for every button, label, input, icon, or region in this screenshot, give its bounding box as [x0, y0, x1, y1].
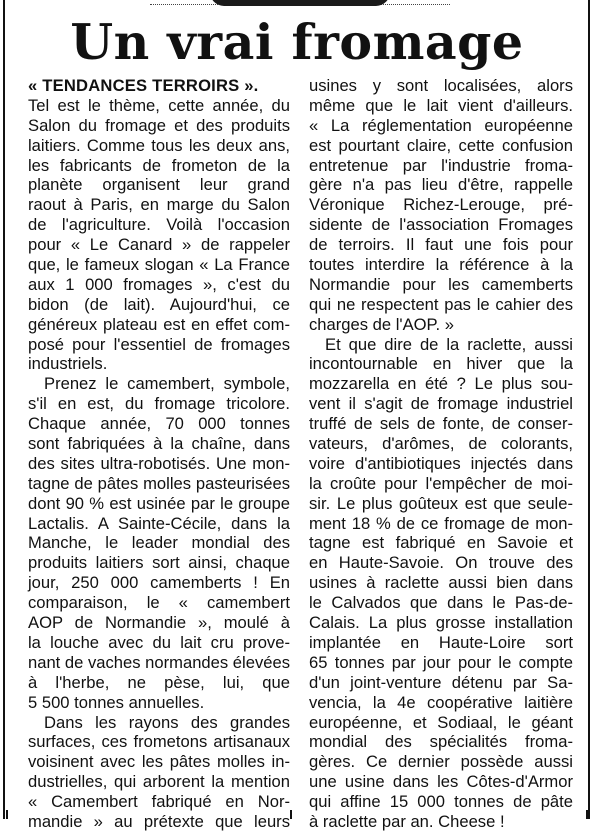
article-text-line: Prenez le camembert, symbole, — [44, 374, 290, 394]
bottom-edge-marks — [0, 810, 594, 819]
article-text-line: Tel est le thème, cette année, du — [28, 95, 290, 115]
article-text-line: 65 tonnes par jour pour le compte — [309, 652, 573, 672]
article-text-line: comparaison, le « camembert — [28, 593, 290, 613]
article-text-line: le Calvados que dans le Pas-de- — [309, 593, 573, 613]
bottom-tick-middle — [290, 810, 292, 819]
article-text-line: mozzarella en été ? Le plus sou- — [309, 374, 573, 394]
article-text-line: dustrielles, qui arborent la mention — [28, 772, 290, 792]
article-text-line: planète organisent leur grand — [28, 175, 290, 195]
article-text-line: aux 1 000 fromages », c'est du — [28, 274, 290, 294]
article-text-line: sir. Le plus goûteux est que seule- — [309, 493, 573, 513]
article-text-line: des sites ultra-robotisés. Une mon- — [28, 453, 290, 473]
article-text-line: vent il s'agit de fromage industriel — [309, 394, 573, 414]
article-text-line: nant de vaches normandes élevées — [28, 652, 290, 672]
right-border-rule — [588, 0, 590, 819]
article-text-line: dont 90 % est usinée par le groupe — [28, 493, 290, 513]
left-text-column — [28, 76, 290, 832]
article-text-line: jour, 250 000 camemberts ! En — [28, 573, 290, 593]
masthead-fragment — [150, 0, 450, 10]
article-text-line: laitiers. Comme tous les deux ans, — [28, 135, 290, 155]
cropped-heading-ink — [210, 0, 390, 6]
article-text-line: Dans les rayons des grandes — [44, 712, 290, 732]
article-text-line: est pourtant claire, cette confusion — [309, 135, 573, 155]
article-text-line: la louche avec du lait cru prove- — [28, 632, 290, 652]
article-text-line: voire d'antibiotiques injectés dans — [309, 453, 573, 473]
article-text-line: Salon du fromage et des produits — [28, 115, 290, 135]
article-text-line: européenne, et Sodiaal, le géant — [309, 712, 573, 732]
article-text-line: généreux plateau est en effet com- — [28, 314, 290, 334]
article-text-line: surfaces, ces frometons artisanaux — [28, 732, 290, 752]
article-text-line: de l'agriculture. Voilà l'occasion — [28, 215, 290, 235]
article-text-line: à l'herbe, ne pèse, lui, que — [28, 672, 290, 692]
article-text-line: tagne de pâtes molles pasteurisées — [28, 473, 290, 493]
article-text-line: industriels. — [28, 354, 108, 374]
article-text-line: mondial des spécialités froma- — [309, 732, 573, 752]
article-text-line: vencia, la 4e coopérative laitière — [309, 692, 573, 712]
article-text-line: « La réglementation européenne — [309, 115, 573, 135]
article-text-line: Normandie pour les camemberts — [309, 274, 573, 294]
article-text-line: entretenue par l'industrie froma- — [309, 155, 573, 175]
article-text-line: raout à Paris, en marge du Salon — [28, 195, 290, 215]
article-text-line: la croûte pour l'empêcher de moi- — [309, 473, 573, 493]
article-text-line: Et que dire de la raclette, aussi — [325, 334, 573, 354]
article-headline: Un vrai fromage — [70, 13, 524, 71]
article-text-line: vateurs, d'arômes, de colorants, — [309, 434, 573, 454]
article-text-line: « Camembert fabriqué en Nor- — [28, 792, 290, 812]
article-text-line: AOP de Normandie », moulé à — [28, 613, 290, 633]
left-border-rule — [3, 0, 5, 819]
column-gutter — [297, 76, 298, 806]
article-text-line: usines à raclette aussi bien dans — [309, 573, 573, 593]
article-text-line: que, le fameux slogan « La France — [28, 255, 290, 275]
article-text-line: qui ne respectent pas le cahier des — [309, 294, 573, 314]
article-text-line: en Haute-Savoie. On trouve des — [309, 553, 573, 573]
article-text-line: s'il en est, du fromage tricolore. — [28, 394, 290, 414]
article-text-line: Calais. La plus grosse installation — [309, 613, 573, 633]
article-text-line: gère n'a pas lieu d'être, rappelle — [309, 175, 573, 195]
article-text-line: posé pour l'essentiel de fromages — [28, 334, 290, 354]
article-text-line: les fabricants de frometon de la — [28, 155, 290, 175]
article-text-line: sont fabriquées à la chaîne, dans — [28, 434, 290, 454]
bottom-tick-right — [586, 810, 588, 819]
article-text-line: implantée en Haute-Loire sort — [309, 632, 573, 652]
right-text-column — [309, 76, 573, 832]
article-text-line: Manche, le leader mondial des — [28, 533, 290, 553]
article-text-line: une usine dans les Côtes-d'Armor — [309, 772, 573, 792]
article-text-line: produits laitiers sort ainsi, chaque — [28, 553, 290, 573]
article-text-line: à raclette par an. Cheese ! — [309, 811, 505, 831]
article-text-line: Lactalis. A Sainte-Cécile, dans la — [28, 513, 290, 533]
bottom-tick-left — [6, 810, 8, 819]
article-text-line: incontournable en hiver que la — [309, 354, 573, 374]
article-text-line: pour « Le Canard » de rappeler — [28, 235, 290, 255]
article-text-line: de terroirs. Il faut une fois pour — [309, 235, 573, 255]
article-text-line: même que le lait vient d'ailleurs. — [309, 95, 573, 115]
article-text-line: ment 18 % de ce fromage de mon- — [309, 513, 573, 533]
article-text-line: sidente de l'association Fromages — [309, 215, 573, 235]
article-text-line: gères. Ce dernier possède aussi — [309, 752, 573, 772]
article-text-line: 5 500 tonnes annuelles. — [28, 692, 205, 712]
article-text-line: Chaque année, 70 000 tonnes — [28, 414, 290, 434]
article-text-line: « TENDANCES TERROIRS ». — [28, 76, 259, 95]
article-text-line: mandie » au prétexte que leurs — [28, 811, 290, 831]
article-text-line: truffé de sels de fonte, de conser- — [309, 414, 573, 434]
article-text-line: bidon (de lait). Aujourd'hui, ce — [28, 294, 290, 314]
article-text-line: usines y sont localisées, alors — [309, 76, 573, 95]
article-text-line: toutes interdire la référence à la — [309, 255, 573, 275]
article-text-line: qui affine 15 000 tonnes de pâte — [309, 792, 573, 812]
article-text-line: voisinent avec les pâtes molles in- — [28, 752, 290, 772]
article-text-line: Véronique Richez-Lerouge, pré- — [309, 195, 573, 215]
article-text-line: tagne est fabriqué en Savoie et — [309, 533, 573, 553]
article-text-line: charges de l'AOP. » — [309, 314, 454, 334]
article-text-line: d'un joint-venture détenu par Sa- — [309, 672, 573, 692]
